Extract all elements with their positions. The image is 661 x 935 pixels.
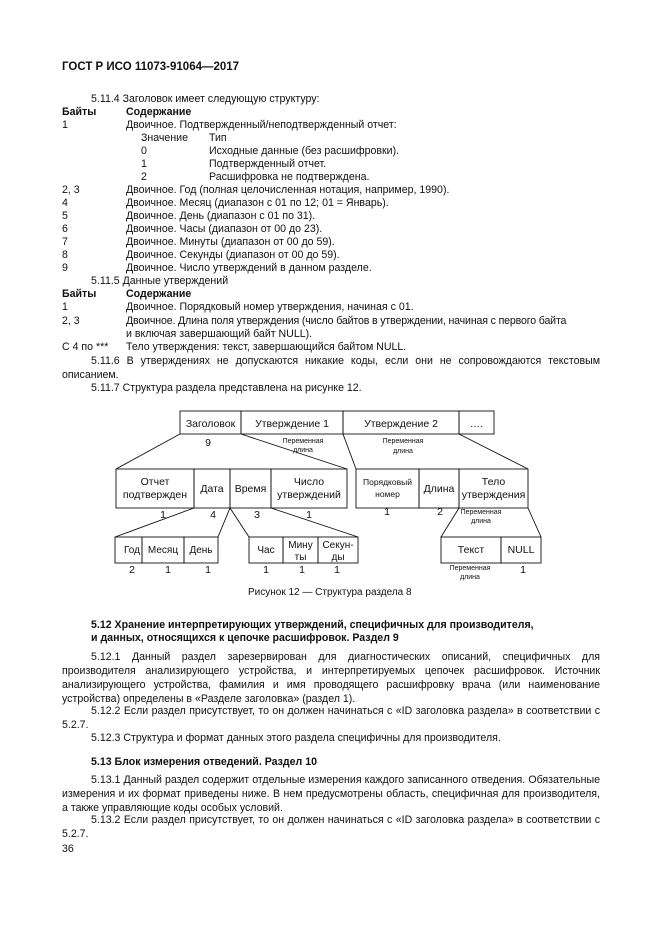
- report-bytes: 1: [160, 509, 166, 521]
- content-cell: Двоичное. День (диапазон с 01 по 31).: [126, 210, 316, 222]
- content-cell: Двоичное. Длина поля утверждения (число байтов в утверждении, начиная с первого байта: [126, 315, 567, 327]
- bytes-cell: 1: [62, 119, 68, 131]
- sub-head-value: Значение: [141, 132, 188, 144]
- time-bytes: 3: [254, 509, 260, 521]
- hour-label: Час: [257, 545, 275, 556]
- count-bytes: 1: [306, 509, 312, 521]
- content-cell: Двоичное. Порядковый номер утверждения, начиная с 01.: [126, 301, 414, 313]
- count-label-1: Число: [293, 476, 325, 488]
- bytes-cell: 7: [62, 236, 68, 248]
- text-varlen-2: длина: [460, 574, 480, 581]
- month-bytes: 1: [165, 564, 171, 576]
- col-content: Содержание: [126, 288, 192, 300]
- length-label: Длина: [423, 483, 455, 495]
- count-label-2: утверждений: [277, 489, 341, 501]
- section-5-13-title: 5.13 Блок измерения отведений. Раздел 10: [91, 756, 317, 768]
- paragraph-5-13-2: 5.13.2 Если раздел присутствует, то он должен начинаться с «ID заголовка раздела» в соответствии с 5.2.7.: [62, 814, 600, 840]
- bytes-cell: 1: [62, 301, 68, 313]
- bytes-cell: С 4 по ***: [62, 341, 109, 353]
- paragraph-5-12-2: 5.12.2 Если раздел присутствует, то он должен начинаться с «ID заголовка раздела» в соответствии с 5.2.7.: [62, 705, 600, 731]
- year-label: Год: [124, 545, 140, 556]
- stmt2-varlen-2: длина: [393, 448, 413, 455]
- body-varlen-2: длина: [471, 518, 491, 525]
- more-label: ….: [469, 418, 484, 430]
- header-bytes: 9: [205, 437, 211, 449]
- body-label-1: Тело: [481, 476, 506, 488]
- col-content: Содержание: [126, 106, 192, 118]
- body-varlen-1: Переменная: [460, 509, 502, 516]
- sub-value: 0: [141, 145, 147, 157]
- minute-bytes: 1: [299, 564, 305, 576]
- bytes-cell: 5: [62, 210, 68, 222]
- minute-label-1: Мину: [288, 540, 313, 551]
- content-cell: Двоичное. Месяц (диапазон с 01 по 12; 01 = Январь).: [126, 197, 389, 209]
- section-5-12-title-1: 5.12 Хранение интерпретирующих утверждений, специфичных для производителя,: [91, 619, 534, 631]
- stmt2-varlen-1: Переменная: [382, 438, 424, 445]
- null-bytes: 1: [520, 564, 526, 576]
- bytes-cell: 4: [62, 197, 68, 209]
- report-label-2: подтвержден: [122, 489, 188, 501]
- page-number: 36: [62, 843, 74, 855]
- second-label-1: Секун-: [322, 540, 354, 551]
- sub-type: Подтвержденный отчет.: [209, 158, 327, 170]
- bytes-cell: 6: [62, 223, 68, 235]
- content-cell: Тело утверждения: текст, завершающийся байтом NULL.: [126, 341, 407, 353]
- day-label: День: [189, 545, 213, 556]
- content-cell: Двоичное. Число утверждений в данном разделе.: [126, 262, 372, 274]
- day-bytes: 1: [205, 564, 211, 576]
- stmt1-varlen-2: длина: [293, 447, 313, 454]
- body-label-2: утверждения: [461, 489, 526, 501]
- section-5-12-title-2: и данных, относящихся к цепочке расшифровок. Раздел 9: [91, 632, 399, 644]
- text-varlen-1: Переменная: [449, 565, 491, 572]
- content-cell: Двоичное. Часы (диапазон от 00 до 23).: [126, 223, 323, 235]
- paragraph-5-11-6: 5.11.6 В утверждениях не допускаются никакие коды, если они не сопровождаются текстовым описанием.: [62, 355, 600, 381]
- statement1-label: Утверждение 1: [255, 418, 329, 430]
- bytes-cell: 2, 3: [62, 184, 80, 196]
- content-cell: Двоичное. Секунды (диапазон от 00 до 59).: [126, 249, 340, 261]
- content-cell: Двоичное. Подтвержденный/неподтвержденный отчет:: [126, 119, 397, 131]
- content-cell: Двоичное. Год (полная целочисленная нотация, например, 1990).: [126, 184, 450, 196]
- document-header: ГОСТ Р ИСО 11073-91064—2017: [62, 61, 240, 73]
- bytes-cell: 8: [62, 249, 68, 261]
- sub-value: 1: [141, 158, 147, 170]
- stmt1-varlen-1: Переменная: [282, 438, 324, 445]
- sub-value: 2: [141, 171, 147, 183]
- col-bytes: Байты: [62, 106, 97, 118]
- time-label: Время: [234, 483, 267, 495]
- sub-type: Расшифровка не подтверждена.: [209, 171, 370, 183]
- seq-label-1: Порядковый: [363, 477, 412, 487]
- content-cell: Двоичное. Минуты (диапазон от 00 до 59).: [126, 236, 335, 248]
- report-label-1: Отчет: [140, 476, 170, 488]
- paragraph-5-11-7: 5.11.7 Структура раздела представлена на рисунке 12.: [91, 382, 362, 394]
- length-bytes: 2: [437, 506, 443, 518]
- second-label-2: ды: [331, 552, 345, 563]
- bytes-cell: 9: [62, 262, 68, 274]
- null-label: NULL: [507, 544, 535, 556]
- paragraph-5-12-1: 5.12.1 Данный раздел зарезервирован для диагностических описаний, специфичных для производителя анализирующего устройства, и интерпретируемых цепочек расшифровок. Источник анализирующего устройства, фамилия и имя проводящего расшифровку врача (или наименование устройства) определены в «Разделе заголовка» (раздел 1).: [62, 651, 600, 705]
- paragraph-5-13-1: 5.13.1 Данный раздел содержит отдельные измерения каждого записанного отведения. Обязательные измерения и их формат приведены ниже. В нем предусмотрены область, специфичная для производителя, а также управляющие коды особых условий.: [62, 774, 600, 814]
- date-bytes: 4: [210, 509, 216, 521]
- sub-head-type: Тип: [209, 132, 227, 144]
- minute-label-2: ты: [294, 552, 307, 563]
- seq-bytes: 1: [384, 506, 390, 518]
- seq-label-2: номер: [375, 489, 400, 499]
- year-bytes: 2: [129, 564, 135, 576]
- col-bytes: Байты: [62, 288, 97, 300]
- second-bytes: 1: [334, 564, 340, 576]
- paragraph-5-12-3: 5.12.3 Структура и формат данных этого раздела специфичны для производителя.: [91, 732, 501, 744]
- text-label: Текст: [457, 544, 485, 556]
- statement2-label: Утверждение 2: [364, 418, 438, 430]
- content-cell: и включая завершающий байт NULL).: [126, 328, 313, 340]
- header-box-label: Заголовок: [185, 418, 236, 430]
- section-5-11-4-intro: 5.11.4 Заголовок имеет следующую структуру:: [91, 93, 320, 105]
- figure-caption: Рисунок 12 — Структура раздела 8: [248, 587, 412, 598]
- sub-type: Исходные данные (без расшифровки).: [209, 145, 400, 157]
- hour-bytes: 1: [263, 564, 269, 576]
- bytes-cell: 2, 3: [62, 315, 80, 327]
- date-label: Дата: [200, 483, 224, 495]
- month-label: Месяц: [147, 545, 179, 556]
- section-5-11-5-intro: 5.11.5 Данные утверждений: [91, 275, 229, 287]
